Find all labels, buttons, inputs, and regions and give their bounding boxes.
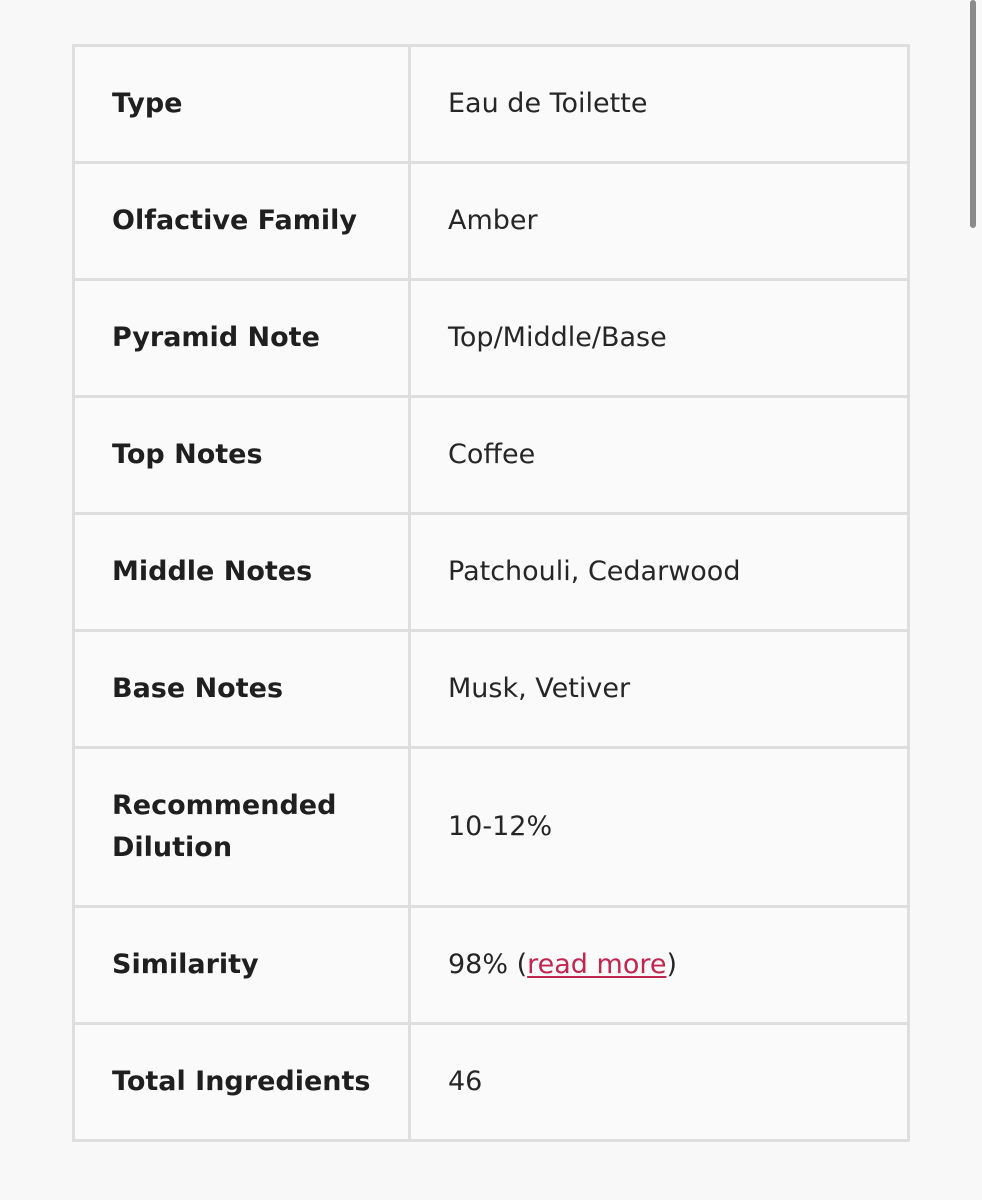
- table-row: [74, 163, 909, 280]
- similarity-percent: 98% (: [448, 949, 528, 980]
- row-label-top-notes: Top Notes: [74, 397, 410, 514]
- row-value-middle-notes: Patchouli, Cedarwood: [410, 514, 909, 631]
- table-row: [74, 397, 909, 514]
- row-value-recommended-dilution: 10-12%: [410, 748, 909, 907]
- read-more-link[interactable]: read more: [527, 949, 667, 980]
- vertical-scrollbar[interactable]: [970, 0, 976, 228]
- fragrance-details-table: [72, 44, 910, 1142]
- row-label-olfactive-family: Olfactive Family: [74, 163, 410, 280]
- table-row: [74, 1024, 909, 1141]
- row-value-type: Eau de Toilette: [410, 46, 909, 163]
- row-value-base-notes: Musk, Vetiver: [410, 631, 909, 748]
- row-label-type: Type: [74, 46, 410, 163]
- table-row: [74, 280, 909, 397]
- row-value-pyramid-note: Top/Middle/Base: [410, 280, 909, 397]
- row-label-recommended-dilution: Recommended Dilution: [74, 748, 410, 907]
- table-row: [74, 631, 909, 748]
- row-label-middle-notes: Middle Notes: [74, 514, 410, 631]
- row-value-total-ingredients: 46: [410, 1024, 909, 1141]
- row-value-top-notes: Coffee: [410, 397, 909, 514]
- table-row: [74, 748, 909, 907]
- row-value-similarity: [410, 907, 909, 1024]
- table-row: [74, 514, 909, 631]
- row-label-similarity: Similarity: [74, 907, 410, 1024]
- row-label-pyramid-note: Pyramid Note: [74, 280, 410, 397]
- table-row: [74, 907, 909, 1024]
- row-value-olfactive-family: Amber: [410, 163, 909, 280]
- similarity-close-paren: ): [666, 949, 678, 980]
- row-label-base-notes: Base Notes: [74, 631, 410, 748]
- table-row: [74, 46, 909, 163]
- row-label-total-ingredients: Total Ingredients: [74, 1024, 410, 1141]
